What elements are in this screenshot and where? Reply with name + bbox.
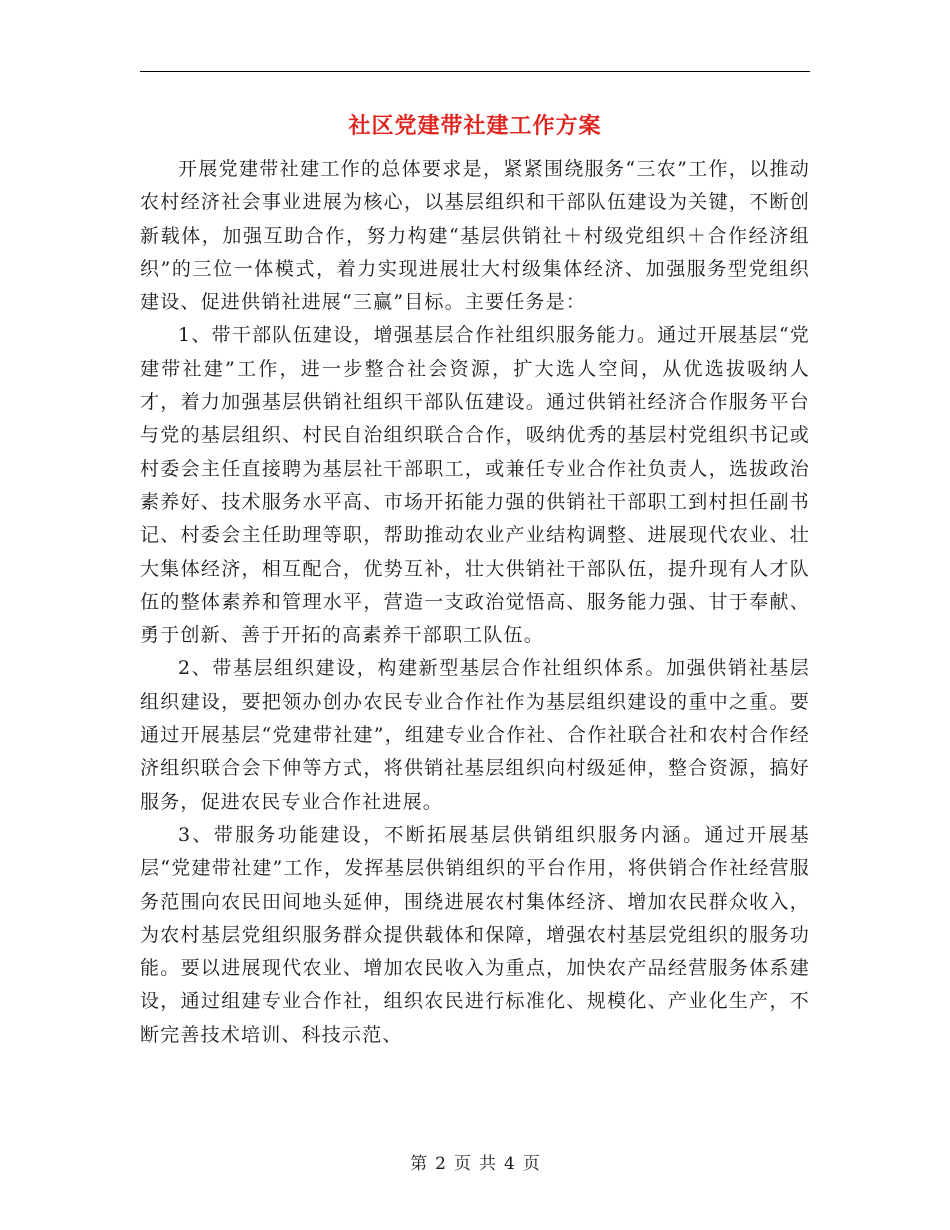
current-page-number: 2 (435, 1154, 446, 1174)
page-number-footer (0, 1152, 950, 1176)
document-title: 社区党建带社建工作方案 (348, 113, 602, 139)
document-body (140, 153, 810, 1052)
paragraph-task-2: 2、带基层组织建设，构建新型基层合作社组织体系。加强供销社基层组织建设，要把领办创办农民专业合作社作为基层组织建设的重中之重。要通过开展基层“党建带社建”，组建专业合作社、合作社联合社和农村合作经济组织联合会下伸等方式，将供销社基层组织向村级延伸，整合资源，搞好服务，促进农民专业合作社进展。 (140, 657, 810, 813)
page-unit: 页 (454, 1154, 471, 1174)
total-label: 共 (479, 1154, 496, 1174)
total-page-number: 4 (504, 1154, 515, 1174)
paragraph-task-1: 1、带干部队伍建设，增强基层合作社组织服务能力。通过开展基层“党建带社建”工作，进一步整合社会资源，扩大选人空间，从优选拔吸纳人才，着力加强基层供销社组织干部队伍建设。通过供销社经济合作服务平台与党的基层组织、村民自治组织联合合作，吸纳优秀的基层村党组织书记或村委会主任直接聘为基层社干部职工，或兼任专业合作社负责人，选拔政治素养好、技术服务水平高、市场开拓能力强的供销社干部职工到村担任副书记、村委会主任助理等职，帮助推动农业产业结构调整、进展现代农业、壮大集体经济，相互配合，优势互补，壮大供销社干部队伍，提升现有人才队伍的整体素养和管理水平，营造一支政治觉悟高、服务能力强、甘于奉献、勇于创新、善于开拓的高素养干部职工队伍。 (140, 324, 810, 647)
page-prefix: 第 (410, 1154, 428, 1174)
paragraph-intro: 开展党建带社建工作的总体要求是，紧紧围绕服务“三农”工作，以推动农村经济社会事业进展为核心，以基层组织和干部队伍建设为关键，不断创新载体，加强互助合作，努力构建“基层供销社＋村级党组织＋合作经济组织”的三位一体模式，着力实现进展壮大村级集体经济、加强服务型党组织建设、促进供销社进展“三赢”目标。主要任务是： (140, 158, 810, 314)
page-suffix: 页 (522, 1154, 540, 1174)
header-rule (140, 71, 810, 72)
paragraph-task-3: 3、带服务功能建设，不断拓展基层供销组织服务内涵。通过开展基层“党建带社建”工作，发挥基层供销组织的平台作用，将供销合作社经营服务范围向农民田间地头延伸，围绕进展农村集体经济、增加农民群众收入，为农村基层党组织服务群众提供载体和保障，增强农村基层党组织的服务功能。要以进展现代农业、增加农民收入为重点，加快农产品经营服务体系建设，通过组建专业合作社，组织农民进行标准化、规模化、产业化生产，不断完善技术培训、科技示范、 (140, 823, 810, 1046)
